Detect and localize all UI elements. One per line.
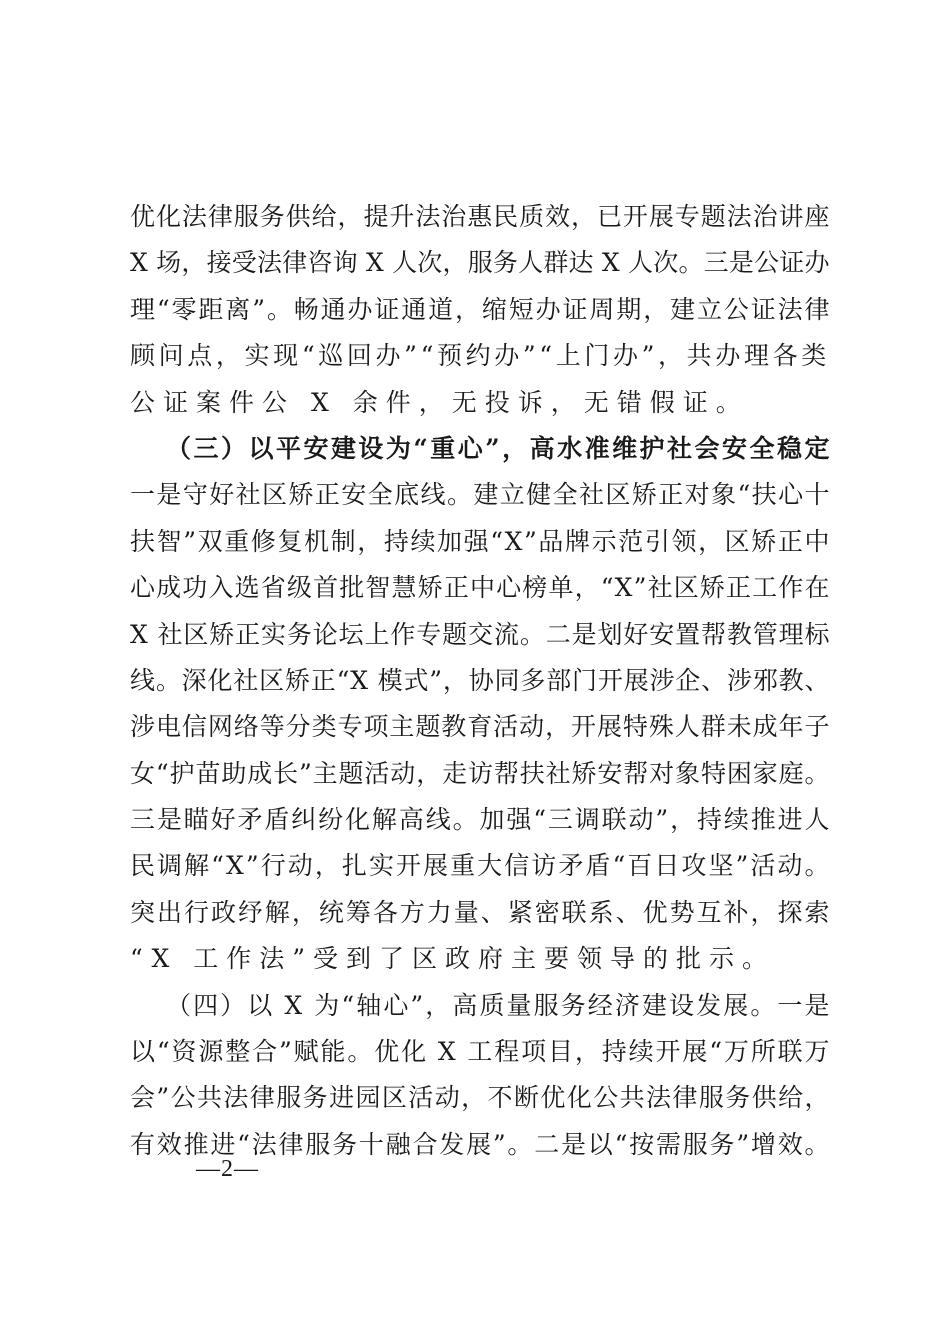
text-line: 线。深化社区矫正“X 模式”，协同多部门开展涉企、涉邪教、 — [130, 665, 831, 695]
body-text — [130, 194, 830, 1168]
text-line: X 社区矫正实务论坛上作专题交流。二是划好安置帮教管理标 — [130, 619, 831, 649]
page-number: —2— — [196, 1156, 259, 1182]
text-line: 突出行政纾解，统筹各方力量、紧密联系、优势互补，探索 — [130, 897, 832, 927]
text-line: 一是守好社区矫正安全底线。建立健全社区矫正对象“扶心十 — [130, 480, 831, 510]
text-line: “X 工作法”受到了区政府主要领导的批示。 — [130, 944, 776, 974]
text-line: 心成功入选省级首批智慧矫正中心榜单，“X”社区矫正工作在 — [130, 573, 831, 603]
text-line: 理“零距离”。畅通办证通道，缩短办证周期，建立公证法律 — [130, 294, 832, 324]
text-line: 优化法律服务供给，提升法治惠民质效，已开展专题法治讲座 — [130, 202, 831, 231]
text-line: 女“护苗助成长”主题活动，走访帮扶社矫安帮对象特困家庭。 — [130, 758, 831, 788]
text-line: 以“资源整合”赋能。优化 X 工程项目，持续开展“万所联万 — [130, 1037, 832, 1067]
text-line: 民调解“X”行动，扎实开展重大信访矛盾“百日攻坚”活动。 — [130, 851, 832, 881]
text-line: 顾问点，实现“巡回办”“预约办”“上门办”，共办理各类 — [130, 341, 830, 371]
section-heading-3: （三）以平安建设为“重心”，高水准维护社会安全稳定 — [166, 433, 832, 463]
section-heading-4: （四）以 X 为“轴心”，高质量服务经济建设发展。一是 — [166, 990, 832, 1020]
text-line: 有效推进“法律服务十融合发展”。二是以“按需服务”增效。 — [130, 1129, 832, 1159]
text-line: 公证案件公 X 余件，无投诉，无错假证。 — [130, 387, 749, 417]
text-line: 会”公共法律服务进园区活动，不断优化公共法律服务供给， — [130, 1083, 831, 1113]
text-line: X 场，接受法律咨询 X 人次，服务人群达 X 人次。三是公证办 — [130, 248, 830, 278]
text-line: 涉电信网络等分类专项主题教育活动，开展特殊人群未成年子 — [130, 712, 831, 742]
text-line: 扶智”双重修复机制，持续加强“X”品牌示范引领，区矫正中 — [130, 526, 832, 556]
text-line: 三是瞄好矛盾纠纷化解高线。加强“三调联动”，持续推进人 — [130, 805, 832, 835]
